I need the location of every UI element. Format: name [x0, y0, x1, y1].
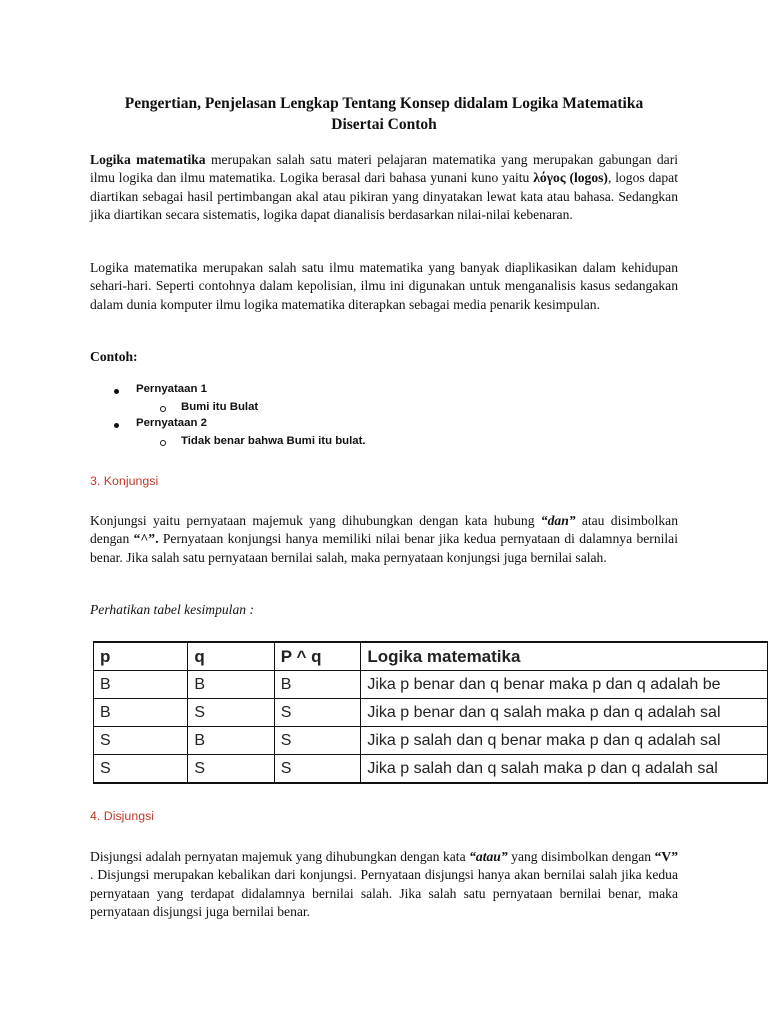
- table-header-cell: Logika matematika: [361, 642, 768, 671]
- section-heading-konjungsi: 3. Konjungsi: [90, 474, 159, 488]
- title-line-1: Pengertian, Penjelasan Lengkap Tentang Konsep didalam Logika Matematika: [124, 95, 644, 112]
- table-cell: S: [274, 755, 361, 784]
- table-header-cell: q: [188, 642, 274, 671]
- paragraph-2: Logika matematika merupakan salah satu ilmu matematika yang banyak diaplikasikan dalam kehidupan sehari-hari. Seperti contohnya dalam kepolisian, ilmu ini digunakan untuk menganalisis kasus sedangakan dalam dunia komputer ilmu logika matematika diterapkan sebagai media penarik kesimpulan.: [90, 260, 678, 312]
- table-row: [94, 755, 768, 784]
- disjungsi-text-2: yang disimbolkan dengan: [507, 849, 655, 864]
- table-cell: S: [274, 699, 361, 727]
- table-cell: Jika p benar dan q salah maka p dan q adalah sal: [361, 699, 768, 727]
- table-cell: S: [94, 727, 188, 755]
- table-cell: S: [188, 755, 274, 784]
- disjungsi-text-3: . Disjungsi merupakan kebalikan dari konjungsi. Pernyataan disjungsi hanya akan bernilai salah jika kedua pernyataan yang terdapat didalamnya bernilai salah. Jika salah satu pernyataan bernilai benar, maka pernyataan disjungsi juga bernilai benar.: [90, 867, 678, 920]
- table-row: [94, 671, 768, 699]
- table-cell: Jika p salah dan q benar maka p dan q adalah sal: [361, 727, 768, 755]
- page-title: [60, 93, 708, 135]
- bullet-icon: [114, 389, 119, 394]
- list-item: Pernyataan 1: [136, 383, 207, 395]
- circle-bullet-icon: [160, 440, 166, 446]
- list-subitem: Tidak benar bahwa Bumi itu bulat.: [181, 435, 366, 447]
- table-header-cell: P ^ q: [274, 642, 361, 671]
- table-row: [94, 727, 768, 755]
- table-cell: S: [274, 727, 361, 755]
- konjungsi-kata: “dan”: [540, 513, 576, 528]
- list-subitem: Bumi itu Bulat: [181, 401, 259, 413]
- table-row: [94, 699, 768, 727]
- table-cell: Jika p salah dan q salah maka p dan q adalah sal: [361, 755, 768, 784]
- intro-term: Logika matematika: [90, 152, 206, 167]
- table-cell: B: [188, 671, 274, 699]
- intro-text-2: , logos dapat diartikan sebagai hasil pertimbangan akal atau pikiran yang dinyatakan lewat kata atau bahasa. Sedangkan jika diartikan secara sistematis, logika dapat dianalisis berdasarkan nilai-nilai kebenaran.: [90, 170, 678, 223]
- list-item: Pernyataan 2: [136, 417, 207, 429]
- table-header-cell: p: [94, 642, 188, 671]
- section-heading-disjungsi: 4. Disjungsi: [90, 809, 155, 823]
- circle-bullet-icon: [160, 406, 166, 412]
- table-cell: S: [188, 699, 274, 727]
- table-header-row: [94, 642, 768, 671]
- table-cell: B: [94, 671, 188, 699]
- konjungsi-text-1: Konjungsi yaitu pernyataan majemuk yang dihubungkan dengan kata hubung: [90, 513, 541, 528]
- konjungsi-text-2: atau disimbolkan dengan: [90, 513, 678, 547]
- table-note: Perhatikan tabel kesimpulan :: [90, 602, 254, 617]
- konjungsi-simbol: “^”.: [133, 531, 159, 547]
- intro-paragraph: [90, 151, 678, 225]
- bullet-icon: [114, 423, 119, 428]
- intro-greek-term: λόγος (logos): [533, 170, 608, 186]
- disjungsi-paragraph: [90, 848, 678, 922]
- table-cell: B: [94, 699, 188, 727]
- contoh-label: Contoh:: [90, 349, 138, 364]
- conclusion-table: [93, 641, 768, 784]
- title-line-2: Disertai Contoh: [331, 116, 437, 133]
- disjungsi-kata: “atau”: [469, 849, 508, 864]
- disjungsi-text-1: Disjungsi adalah pernyatan majemuk yang dihubungkan dengan kata: [90, 849, 470, 864]
- table-cell: Jika p benar dan q benar maka p dan q adalah be: [361, 671, 768, 699]
- table-cell: B: [274, 671, 361, 699]
- konjungsi-text-3: Pernyataan konjungsi hanya memiliki nilai benar jika kedua pernyataan di dalamnya bernilai benar. Jika salah satu pernyataan bernilai salah, maka pernyataan konjungsi juga bernilai salah.: [90, 531, 678, 565]
- konjungsi-paragraph: [90, 512, 678, 567]
- disjungsi-simbol: “V”: [654, 849, 678, 864]
- intro-text-1: merupakan salah satu materi pelajaran matematika yang merupakan gabungan dari ilmu logika dan ilmu matematika. Logika berasal dari bahasa yunani kuno yaitu: [90, 152, 679, 186]
- table-cell: B: [188, 727, 274, 755]
- table-cell: S: [94, 755, 188, 784]
